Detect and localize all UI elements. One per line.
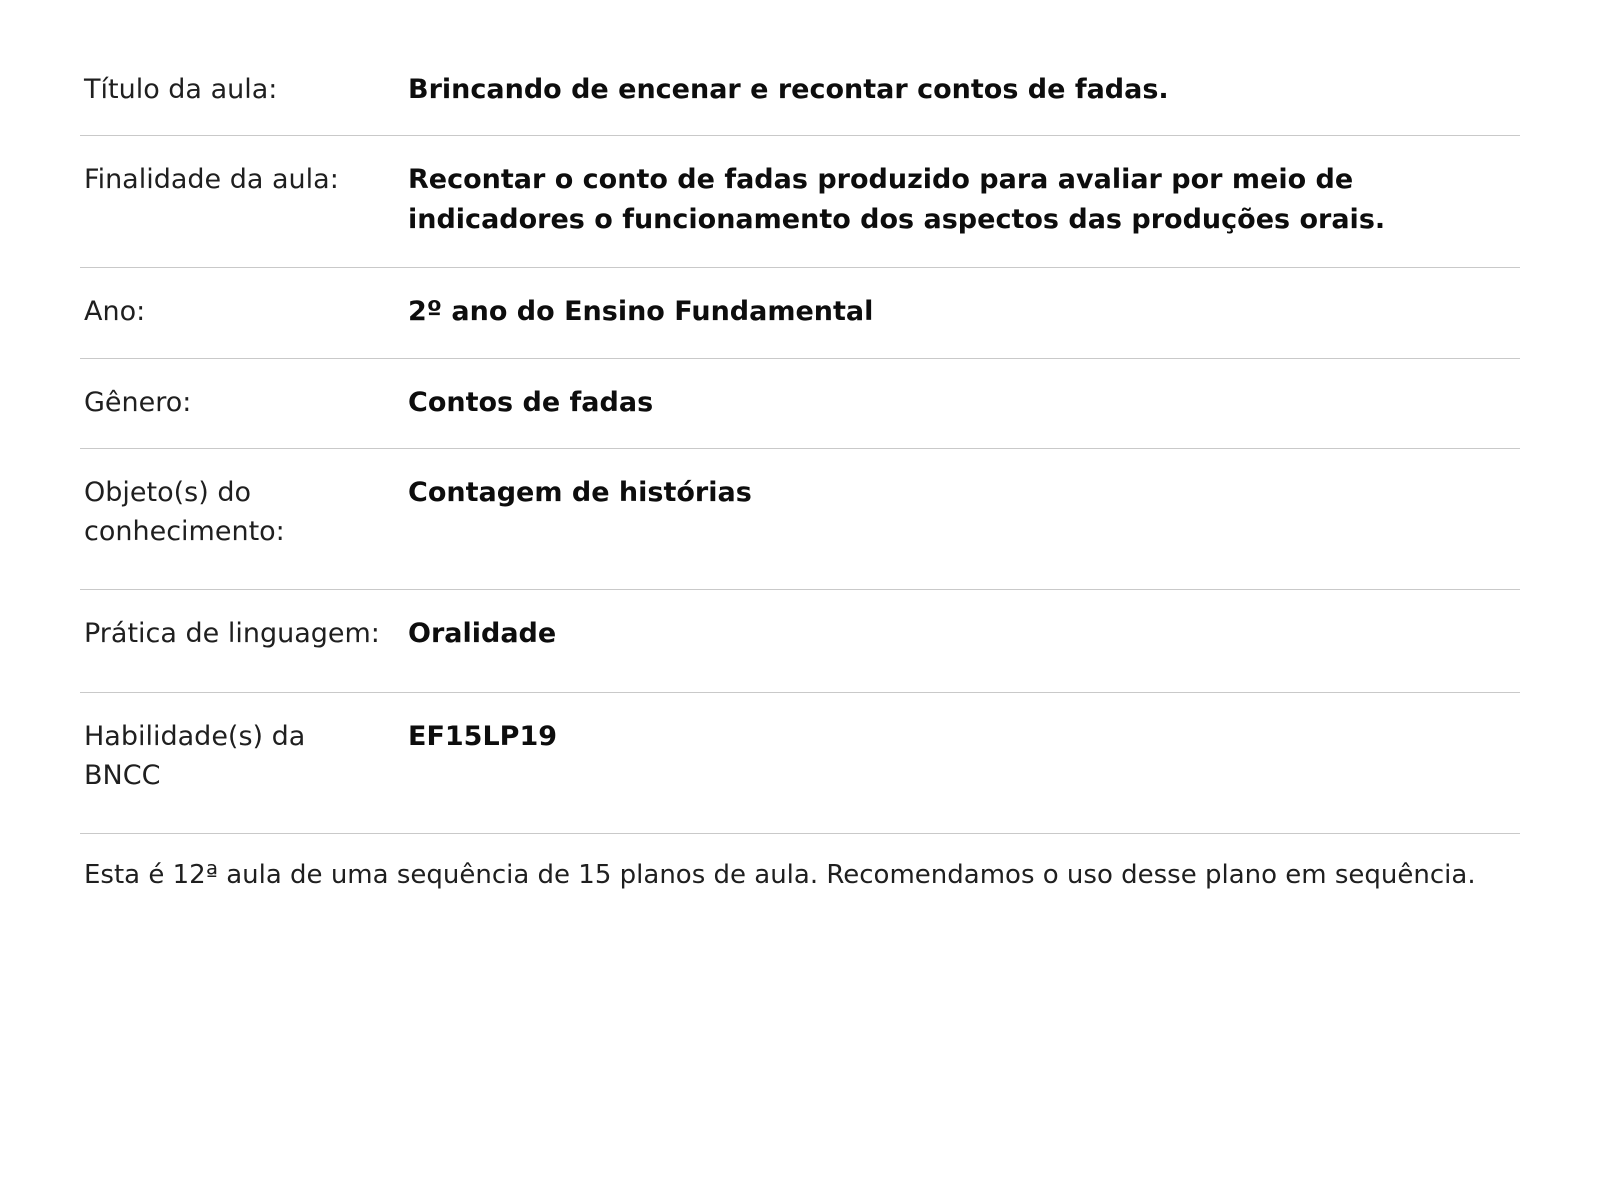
table-row <box>80 449 1520 590</box>
row-value-genero: Contos de fadas <box>408 386 654 418</box>
sequence-footnote: Esta é 12ª aula de uma sequência de 15 planos de aula. Recomendamos o uso desse plano em sequência. <box>84 860 1476 890</box>
row-label-ano: Ano: <box>84 296 146 328</box>
row-label-pratica-linguagem: Prática de linguagem: <box>84 618 380 650</box>
row-value-titulo: Brincando de encenar e recontar contos de fadas. <box>408 74 1169 105</box>
table-row <box>80 590 1520 692</box>
table-row <box>80 136 1520 268</box>
row-label-genero: Gênero: <box>84 386 192 418</box>
row-label-finalidade: Finalidade da aula: <box>84 164 339 196</box>
row-value-habilidade-bncc: EF15LP19 <box>408 720 558 752</box>
table-row <box>80 40 1520 136</box>
row-value-ano: 2º ano do Ensino Fundamental <box>408 296 874 328</box>
row-label-titulo: Título da aula: <box>84 74 278 105</box>
row-value-pratica-linguagem: Oralidade <box>408 618 557 650</box>
table-row <box>80 692 1520 833</box>
row-value-finalidade: Recontar o conto de fadas produzido para avaliar por meio de indicadores o funcionamento dos aspectos das produções orais. <box>408 164 1386 235</box>
table-row <box>80 358 1520 448</box>
row-label-objeto-conhecimento: Objeto(s) do conhecimento: <box>84 477 285 548</box>
lesson-plan-table <box>80 40 1520 834</box>
row-value-objeto-conhecimento: Contagem de histórias <box>408 477 752 509</box>
table-row <box>80 268 1520 358</box>
row-label-habilidade-bncc: Habilidade(s) da BNCC <box>84 720 306 791</box>
